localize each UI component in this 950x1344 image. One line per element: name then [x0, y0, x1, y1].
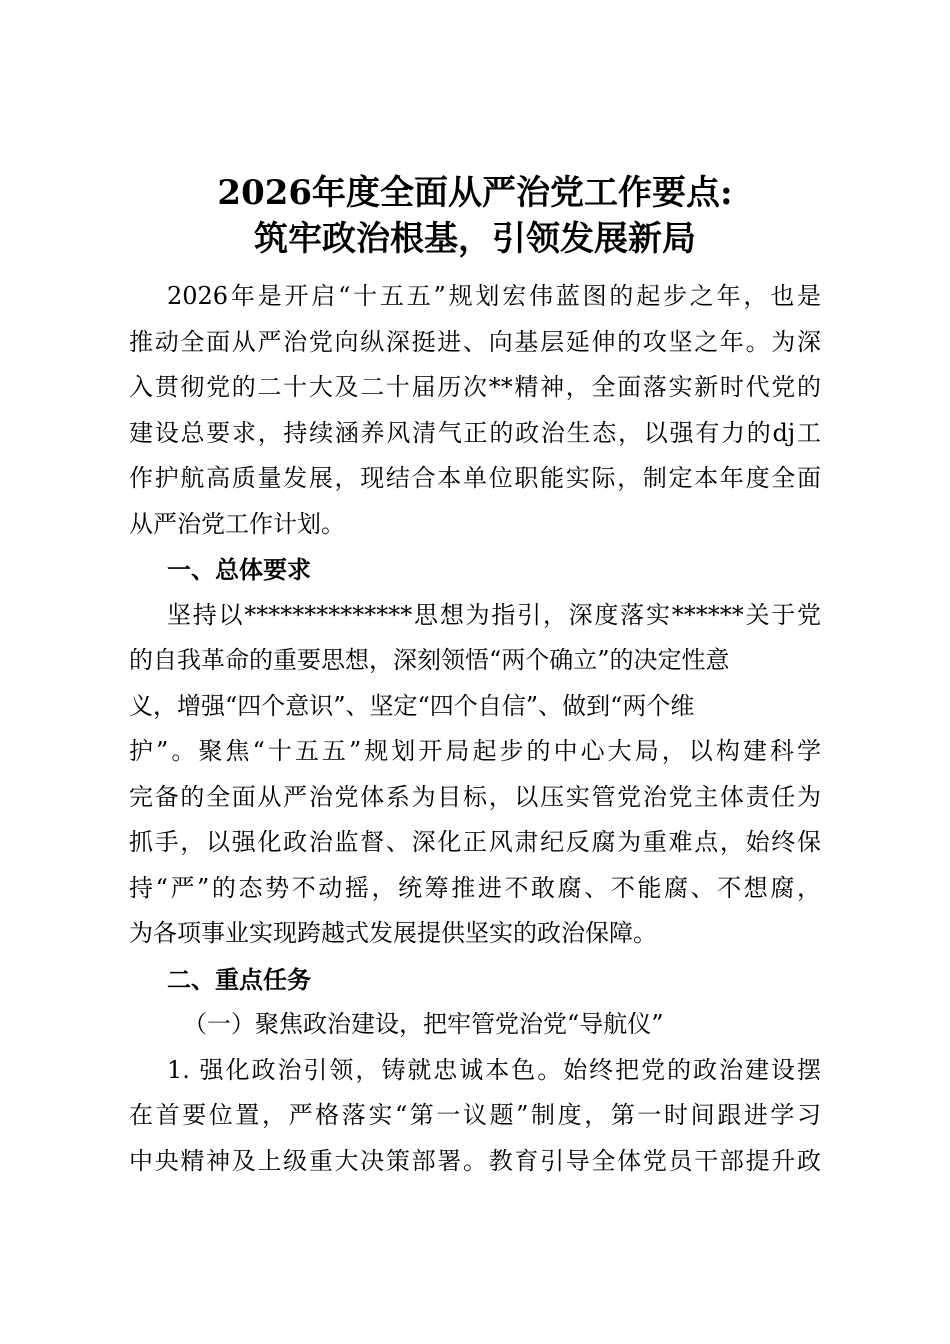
intro-line: 作护航高质量发展，现结合本单位职能实际，制定本年度全面 — [129, 464, 821, 492]
section1-line: 持“严”的态势不动摇，统筹推进不敢腐、不能腐、不想腐， — [129, 873, 821, 902]
section1-line: 护”。聚焦“十五五”规划开局起步的中心大局，以构建科学 — [129, 737, 821, 765]
section1-line: 义，增强“四个意识”、坚定“四个自信”、做到“两个维 — [129, 691, 695, 720]
section1-line: 抓手，以强化政治监督、深化正风肃纪反腐为重难点，始终保 — [129, 828, 821, 856]
section-heading-general-requirements: 一、总体要求 — [167, 555, 311, 584]
intro-line: 入贯彻党的二十大及二十届历次**精神，全面落实新时代党的 — [129, 373, 821, 401]
section1-line: 完备的全面从严治党体系为目标，以压实管党治党主体责任为 — [129, 782, 821, 811]
section1-line: 坚持以**************思想为指引，深度落实******关于党 — [167, 600, 821, 629]
item1-paragraph — [129, 1048, 821, 1185]
section1-paragraph — [129, 593, 821, 957]
intro-line: 推动全面从严治党向纵深挺进、向基层延伸的攻坚之年。为深 — [129, 327, 821, 356]
intro-line: 2026年是开启“十五五”规划宏伟蓝图的起步之年，也是 — [167, 282, 821, 310]
intro-paragraph — [129, 274, 821, 547]
document-title — [129, 170, 821, 262]
item1-line: 中央精神及上级重大决策部署。教育引导全体党员干部提升政 — [129, 1146, 821, 1175]
title-line-2: 筑牢政治根基，引领发展新局 — [254, 219, 696, 259]
document-page — [129, 170, 821, 1184]
section1-line: 的自我革命的重要思想，深刻领悟“两个确立”的决定性意 — [129, 646, 730, 674]
intro-line: 从严治党工作计划。 — [129, 509, 345, 538]
subsection-heading-political-building: （一）聚焦政治建设，把牢管党治党“导航仪” — [183, 1010, 664, 1038]
item1-line: 1. 强化政治引领，铸就忠诚本色。始终把党的政治建设摆 — [167, 1055, 821, 1084]
item1-line: 在首要位置，严格落实“第一议题”制度，第一时间跟进学习 — [129, 1101, 821, 1129]
section1-line: 为各项事业实现跨越式发展提供坚实的政治保障。 — [129, 919, 657, 947]
title-line-1: 2026年度全面从严治党工作要点: — [217, 173, 733, 213]
intro-line: 建设总要求，持续涵养风清气正的政治生态，以强有力的dj工 — [129, 418, 821, 447]
section-heading-key-tasks: 二、重点任务 — [167, 964, 311, 994]
